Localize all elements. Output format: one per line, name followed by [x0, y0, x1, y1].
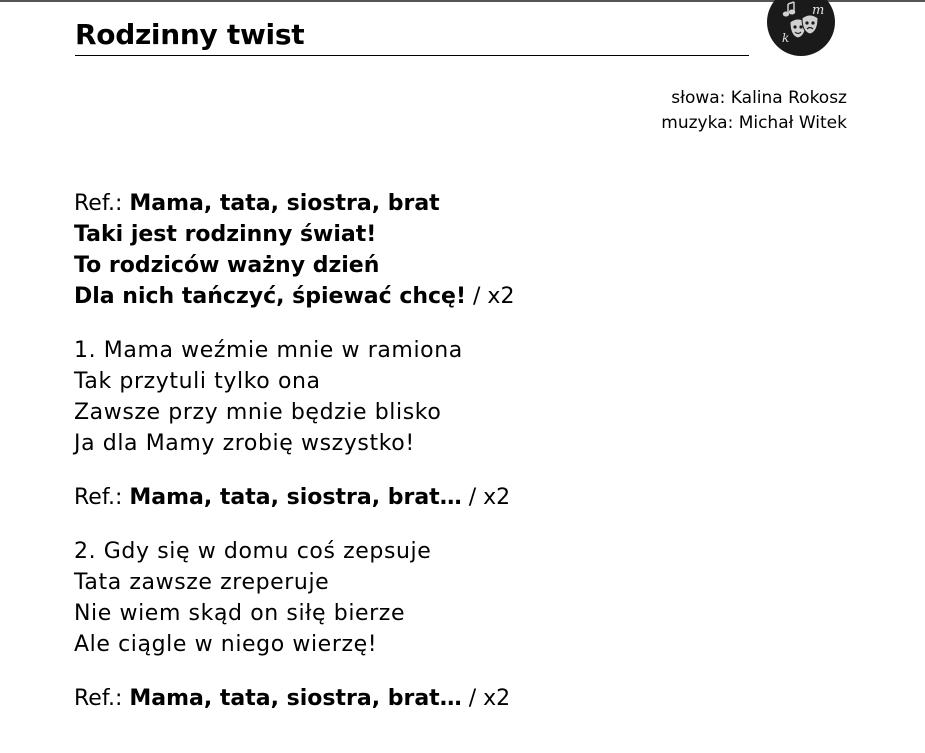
svg-text:k: k [782, 31, 790, 45]
refrain-line-text: Mama, tata, siostra, brat [129, 191, 440, 216]
refrain-line-text: Dla nich tańczyć, śpiewać chcę! [74, 284, 467, 309]
refrain-short-1 [74, 482, 774, 513]
refrain-short-line [74, 683, 774, 714]
repeat-marker: / x2 [468, 686, 511, 711]
page-title: Rodzinny twist [75, 18, 749, 56]
verse-line: Ja dla Mamy zrobię wszystko! [74, 431, 415, 456]
refrain-short-text: Mama, tata, siostra, brat… [129, 686, 462, 711]
refrain-label: Ref.: [74, 485, 123, 510]
svg-text:m: m [812, 3, 825, 18]
refrain-line-1 [74, 188, 774, 219]
lyrics-body [74, 188, 774, 737]
refrain-short-text: Mama, tata, siostra, brat… [129, 485, 462, 510]
refrain-full [74, 188, 774, 312]
verse-line: Tak przytuli tylko ona [74, 369, 321, 394]
song-credits [661, 86, 847, 136]
refrain-line-2: Taki jest rodzinny świat! [74, 222, 377, 247]
lyrics-credit: słowa: Kalina Rokosz [671, 88, 847, 108]
refrain-short-line [74, 482, 774, 513]
refrain-short-2 [74, 683, 774, 714]
verse-line: 1. Mama weźmie mnie w ramiona [74, 338, 463, 363]
verse-line: Nie wiem skąd on siłę bierze [74, 601, 406, 626]
verse-line: Tata zawsze zreperuje [74, 570, 330, 595]
refrain-line-4 [74, 281, 774, 312]
verse-line: Ale ciągle w niego wierzę! [74, 632, 378, 657]
refrain-line-3: To rodziców ważny dzień [74, 253, 380, 278]
verse-1 [74, 335, 774, 459]
verse-2 [74, 536, 774, 660]
repeat-marker: / x2 [468, 485, 511, 510]
refrain-label: Ref.: [74, 686, 123, 711]
music-credit: muzyka: Michał Witek [661, 113, 847, 133]
verse-line: Zawsze przy mnie będzie blisko [74, 400, 442, 425]
verse-line: 2. Gdy się w domu coś zepsuje [74, 539, 432, 564]
music-logo-icon [766, 0, 836, 56]
repeat-marker: / x2 [473, 284, 515, 309]
refrain-label: Ref.: [74, 191, 123, 216]
